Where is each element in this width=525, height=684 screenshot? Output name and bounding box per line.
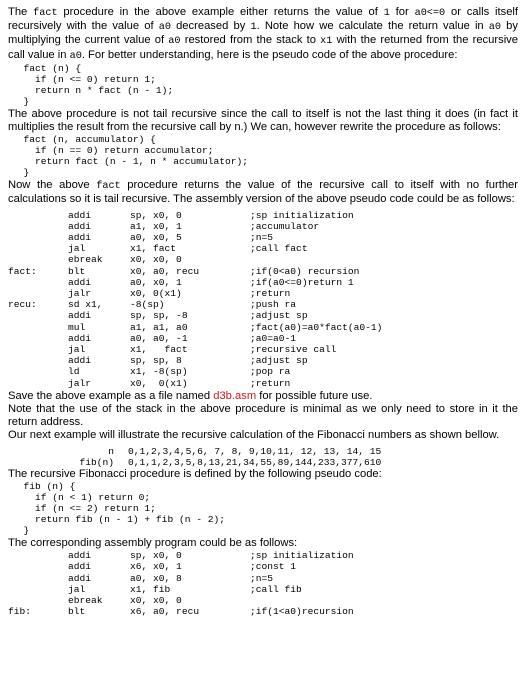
asm-operands: a1, x0, 1 (130, 220, 182, 232)
asm-line (8, 288, 518, 299)
asm-label (8, 277, 68, 288)
asm-opcode: addi (68, 276, 92, 288)
asm-label (8, 366, 68, 377)
paragraph-not-tail-recursive: The above procedure is not tail recursive since the call to itself is not the last thing it does (in fact it multiplies the result from the recursive call by n.) We can, however rewrite the procedure as follows: (8, 107, 518, 134)
asm-line (8, 243, 518, 254)
asm-comment: ;n=5 (250, 572, 274, 584)
asm-operands: sp, sp, -8 (130, 310, 188, 322)
asm-label (8, 595, 68, 606)
asm-label: fact: (8, 265, 37, 277)
asm-opcode: addi (68, 572, 92, 584)
asm-comment: ;pop ra (250, 366, 291, 378)
asm-label (8, 561, 68, 572)
asm-operands: x6, a0, recu (130, 606, 200, 618)
asm-opcode: jalr (68, 377, 92, 389)
asm-label (8, 550, 68, 561)
asm-comment: ;sp initialization (250, 550, 354, 562)
asm-operands: x1, fact (130, 243, 177, 255)
asm-line (8, 221, 518, 232)
asm-opcode: blt (68, 265, 86, 277)
paragraph-stack-note: Note that the use of the stack in the above procedure is minimal as we only need to store in it the return address. (8, 403, 518, 429)
pseudo-code-fact-accumulator: fact (n, accumulator) { if (n == 0) return accumulator; return fact (n - 1, n * accumulator); } (23, 134, 249, 179)
asm-comment: ;const 1 (250, 561, 297, 573)
filename-link: d3b.asm (213, 389, 257, 402)
asm-operands: x1, -8(sp) (130, 366, 188, 378)
asm-comment (250, 595, 518, 606)
asm-line (8, 573, 518, 584)
asm-operands: x0, 0(x1) (130, 288, 182, 300)
asm-comment: ;adjust sp (250, 355, 308, 367)
asm-opcode: blt (68, 606, 86, 618)
asm-operands: a1, a1, a0 (130, 321, 188, 333)
asm-line (8, 333, 518, 344)
asm-operands: a0, x0, 8 (130, 572, 182, 584)
asm-label (8, 355, 68, 366)
asm-comment: ;call fib (250, 583, 302, 595)
asm-opcode: addi (68, 232, 92, 244)
asm-line (8, 310, 518, 321)
asm-label (8, 573, 68, 584)
asm-line (8, 595, 518, 606)
asm-label (8, 344, 68, 355)
asm-comment: ;return (250, 288, 291, 300)
asm-operands: x0, x0, 0 (130, 254, 182, 266)
asm-line (8, 355, 518, 366)
asm-line (8, 299, 518, 310)
asm-line (8, 366, 518, 377)
asm-operands: sp, x0, 0 (130, 550, 182, 562)
asm-opcode: addi (68, 332, 92, 344)
asm-label (8, 243, 68, 254)
asm-label (8, 322, 68, 333)
asm-comment: ;if(a0<=0)return 1 (250, 276, 354, 288)
paragraph-save-file: Save the above example as a file named d3b.asm for possible future use. (8, 389, 373, 402)
fib-n-values: 0,1,2,3,4,5,6, 7, 8, 9,10,11, 12, 13, 14, 15 (128, 445, 382, 457)
asm-opcode: jal (68, 583, 86, 595)
asm-operands: a0, x0, 1 (130, 276, 182, 288)
asm-opcode: jal (68, 344, 86, 356)
asm-operands: x0, a0, recu (130, 265, 200, 277)
asm-operands: sp, x0, 0 (130, 209, 182, 221)
assembly-listing-fact (8, 210, 518, 389)
fibonacci-values-table (8, 446, 518, 468)
asm-operands: a0, x0, 5 (130, 232, 182, 244)
asm-opcode: ebreak (68, 594, 103, 606)
asm-comment: ;recursive call (250, 344, 337, 356)
asm-line (8, 266, 518, 277)
asm-opcode: ld (68, 366, 80, 378)
asm-line (8, 561, 518, 572)
asm-label (8, 210, 68, 221)
asm-label (8, 288, 68, 299)
asm-opcode: ebreak (68, 254, 103, 266)
asm-opcode: addi (68, 209, 92, 221)
asm-line (8, 277, 518, 288)
asm-operands: -8(sp) (130, 299, 165, 311)
asm-line (8, 232, 518, 243)
asm-label: fib: (8, 606, 32, 618)
fib-value-row (8, 457, 518, 468)
asm-comment: ;a0=a0-1 (250, 332, 297, 344)
pseudo-code-fact: fact (n) { if (n <= 0) return 1; return n * fact (n - 1); } (23, 62, 174, 107)
asm-opcode: sd x1, (68, 299, 103, 311)
paragraph-fibonacci-intro: Our next example will illustrate the recursive calculation of the Fibonacci numbers as shown bellow. (8, 429, 500, 442)
asm-comment: ;call fact (250, 243, 308, 255)
asm-comment: ;if(1<a0)recursion (250, 606, 354, 618)
asm-opcode: jal (68, 243, 86, 255)
asm-label (8, 378, 68, 389)
asm-operands: x0, 0(x1) (130, 377, 188, 389)
asm-line (8, 210, 518, 221)
asm-opcode: jalr (68, 288, 92, 300)
asm-operands: a0, a0, -1 (130, 332, 188, 344)
asm-comment: ;if(0<a0) recursion (250, 265, 360, 277)
fib-value-values: 0,1,1,2,3,5,8,13,21,34,55,89,144,233,377,610 (128, 456, 382, 468)
asm-line (8, 606, 518, 617)
asm-label (8, 232, 68, 243)
assembly-listing-fib (8, 550, 518, 617)
asm-comment: ;fact(a0)=a0*fact(a0-1) (250, 321, 383, 333)
asm-operands: sp, sp, 8 (130, 355, 182, 367)
asm-operands: x6, x0, 1 (130, 561, 182, 573)
asm-comment (250, 254, 518, 265)
asm-comment: ;n=5 (250, 232, 274, 244)
pseudo-code-fib: fib (n) { if (n < 1) return 0; if (n <= 2) return 1; return fib (n - 1) + fib (n - 2); } (23, 480, 226, 536)
asm-line (8, 322, 518, 333)
asm-opcode: addi (68, 310, 92, 322)
asm-opcode: addi (68, 220, 92, 232)
asm-label (8, 221, 68, 232)
asm-comment: ;accumulator (250, 220, 320, 232)
asm-comment: ;sp initialization (250, 209, 354, 221)
paragraph-fibonacci-pseudo-intro: The recursive Fibonacci procedure is defined by the following pseudo code: (8, 467, 382, 480)
asm-opcode: mul (68, 321, 86, 333)
fib-n-label: n (108, 445, 114, 457)
asm-line (8, 378, 518, 389)
asm-operands: x1, fact (130, 344, 188, 356)
paragraph-tail-recursive: Now the above fact procedure returns the value of the recursive call to itself with no further calculations so it is tail recursive. The assembly version of the above pseudo code could be as follows: (8, 179, 518, 206)
asm-label (8, 310, 68, 321)
fib-n-row (8, 446, 518, 457)
document-page (8, 4, 518, 617)
asm-line (8, 584, 518, 595)
asm-comment: ;return (250, 377, 291, 389)
asm-line (8, 550, 518, 561)
asm-line (8, 254, 518, 265)
asm-opcode: addi (68, 550, 92, 562)
asm-line (8, 344, 518, 355)
asm-label (8, 254, 68, 265)
paragraph-fact-explanation: The fact procedure in the above example either returns the value of 1 for a0<=0 or calls itself recursively with the value of a0 decreased by 1. Note how we calculate the return value in a0 by multiplying the current value of a0 restored from the stack to x1 with the returned from the recursive call value in a0. For better understanding, here is the pseudo code of the above procedure: (8, 6, 519, 62)
asm-label (8, 333, 68, 344)
asm-opcode: addi (68, 561, 92, 573)
fib-value-label: fib(n) (79, 456, 114, 468)
asm-operands: x0, x0, 0 (130, 594, 182, 606)
asm-comment: ;adjust sp (250, 310, 308, 322)
asm-label: recu: (8, 299, 37, 311)
asm-label (8, 584, 68, 595)
paragraph-assembly-intro: The corresponding assembly program could be as follows: (8, 536, 298, 549)
asm-operands: x1, fib (130, 583, 171, 595)
asm-opcode: addi (68, 355, 92, 367)
asm-comment: ;push ra (250, 299, 297, 311)
